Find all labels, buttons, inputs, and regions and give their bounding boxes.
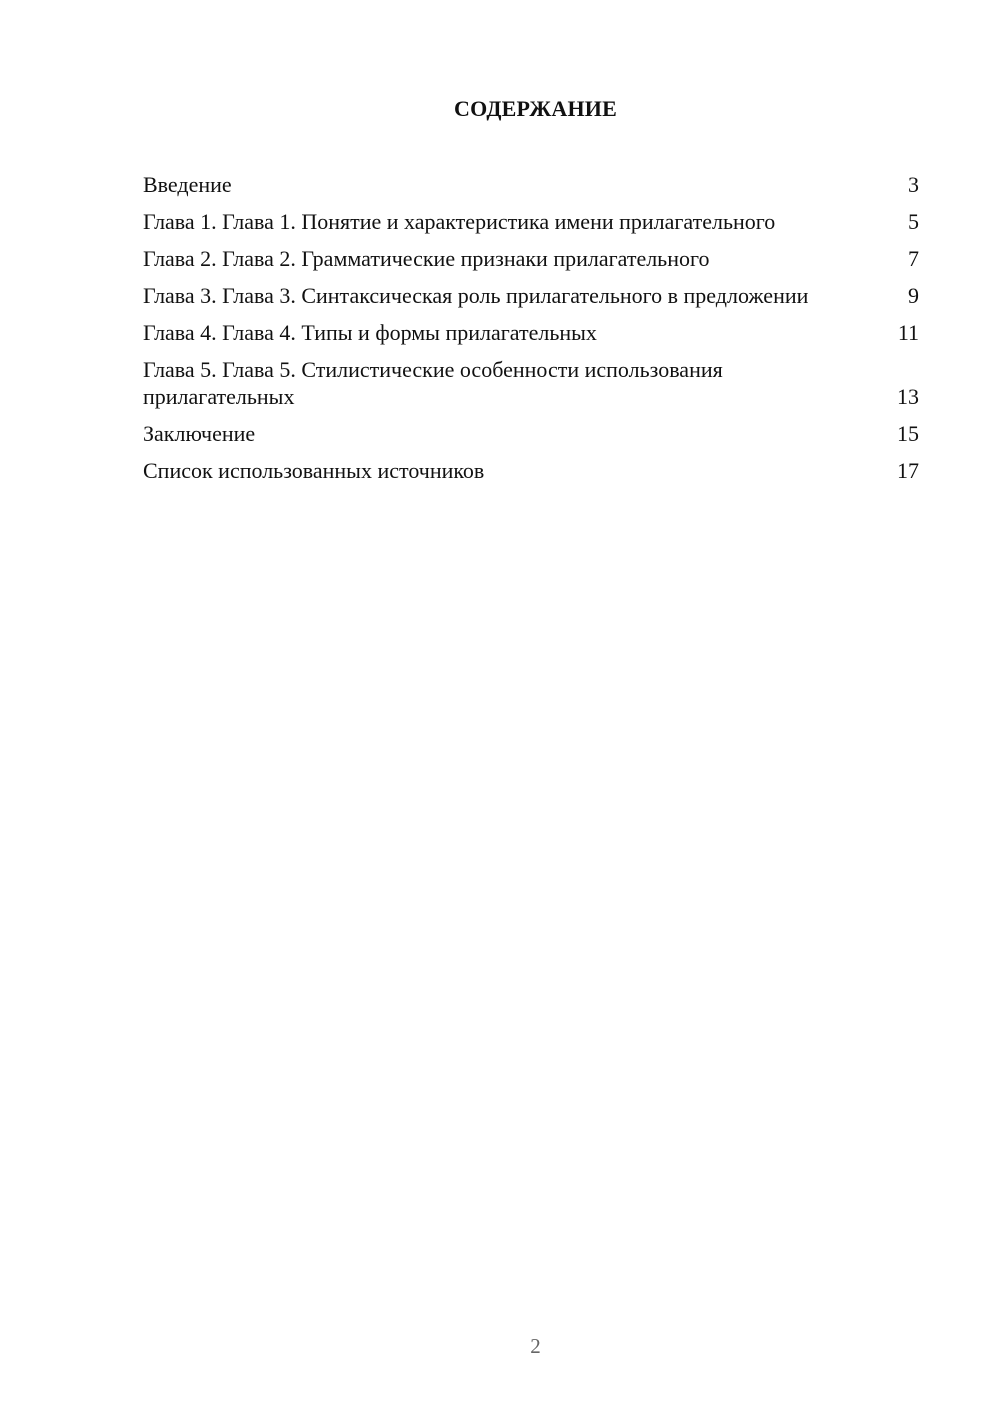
toc-entry-references[interactable] xyxy=(143,457,919,484)
toc-entry-page: 15 xyxy=(897,421,919,446)
toc-entry-text: Глава 4. Глава 4. Типы и формы прилагательных xyxy=(143,320,597,345)
table-of-contents xyxy=(143,171,919,494)
toc-entry-chapter-1[interactable] xyxy=(143,208,919,235)
toc-entry-chapter-4[interactable] xyxy=(143,319,919,346)
toc-entry-page: 9 xyxy=(908,283,919,308)
page-number: 2 xyxy=(530,1334,541,1358)
toc-entry-text: Глава 5. Глава 5. Стилистические особенности использования прилагательных xyxy=(143,357,723,409)
toc-entry-chapter-2[interactable] xyxy=(143,245,919,272)
toc-entry-text: Введение xyxy=(143,172,232,197)
toc-entry-page: 13 xyxy=(897,384,919,409)
toc-entry-introduction[interactable] xyxy=(143,171,919,198)
toc-entry-conclusion[interactable] xyxy=(143,420,919,447)
toc-entry-page: 11 xyxy=(897,320,919,345)
toc-title: СОДЕРЖАНИЕ xyxy=(454,96,617,121)
toc-entry-page: 3 xyxy=(908,172,919,197)
toc-entry-text: Глава 1. Глава 1. Понятие и характеристика имени прилагательного xyxy=(143,209,776,234)
toc-entry-text: Список использованных источников xyxy=(143,458,485,483)
toc-entry-page: 7 xyxy=(908,246,919,271)
toc-entry-text: Глава 3. Глава 3. Синтаксическая роль прилагательного в предложении xyxy=(143,283,809,308)
toc-entry-chapter-5[interactable] xyxy=(143,356,919,410)
toc-entry-text: Глава 2. Глава 2. Грамматические признаки прилагательного xyxy=(143,246,710,271)
toc-entry-page: 17 xyxy=(897,458,919,483)
toc-entry-page: 5 xyxy=(908,209,919,234)
toc-entry-text: Заключение xyxy=(143,421,256,446)
toc-entry-chapter-3[interactable] xyxy=(143,282,919,309)
